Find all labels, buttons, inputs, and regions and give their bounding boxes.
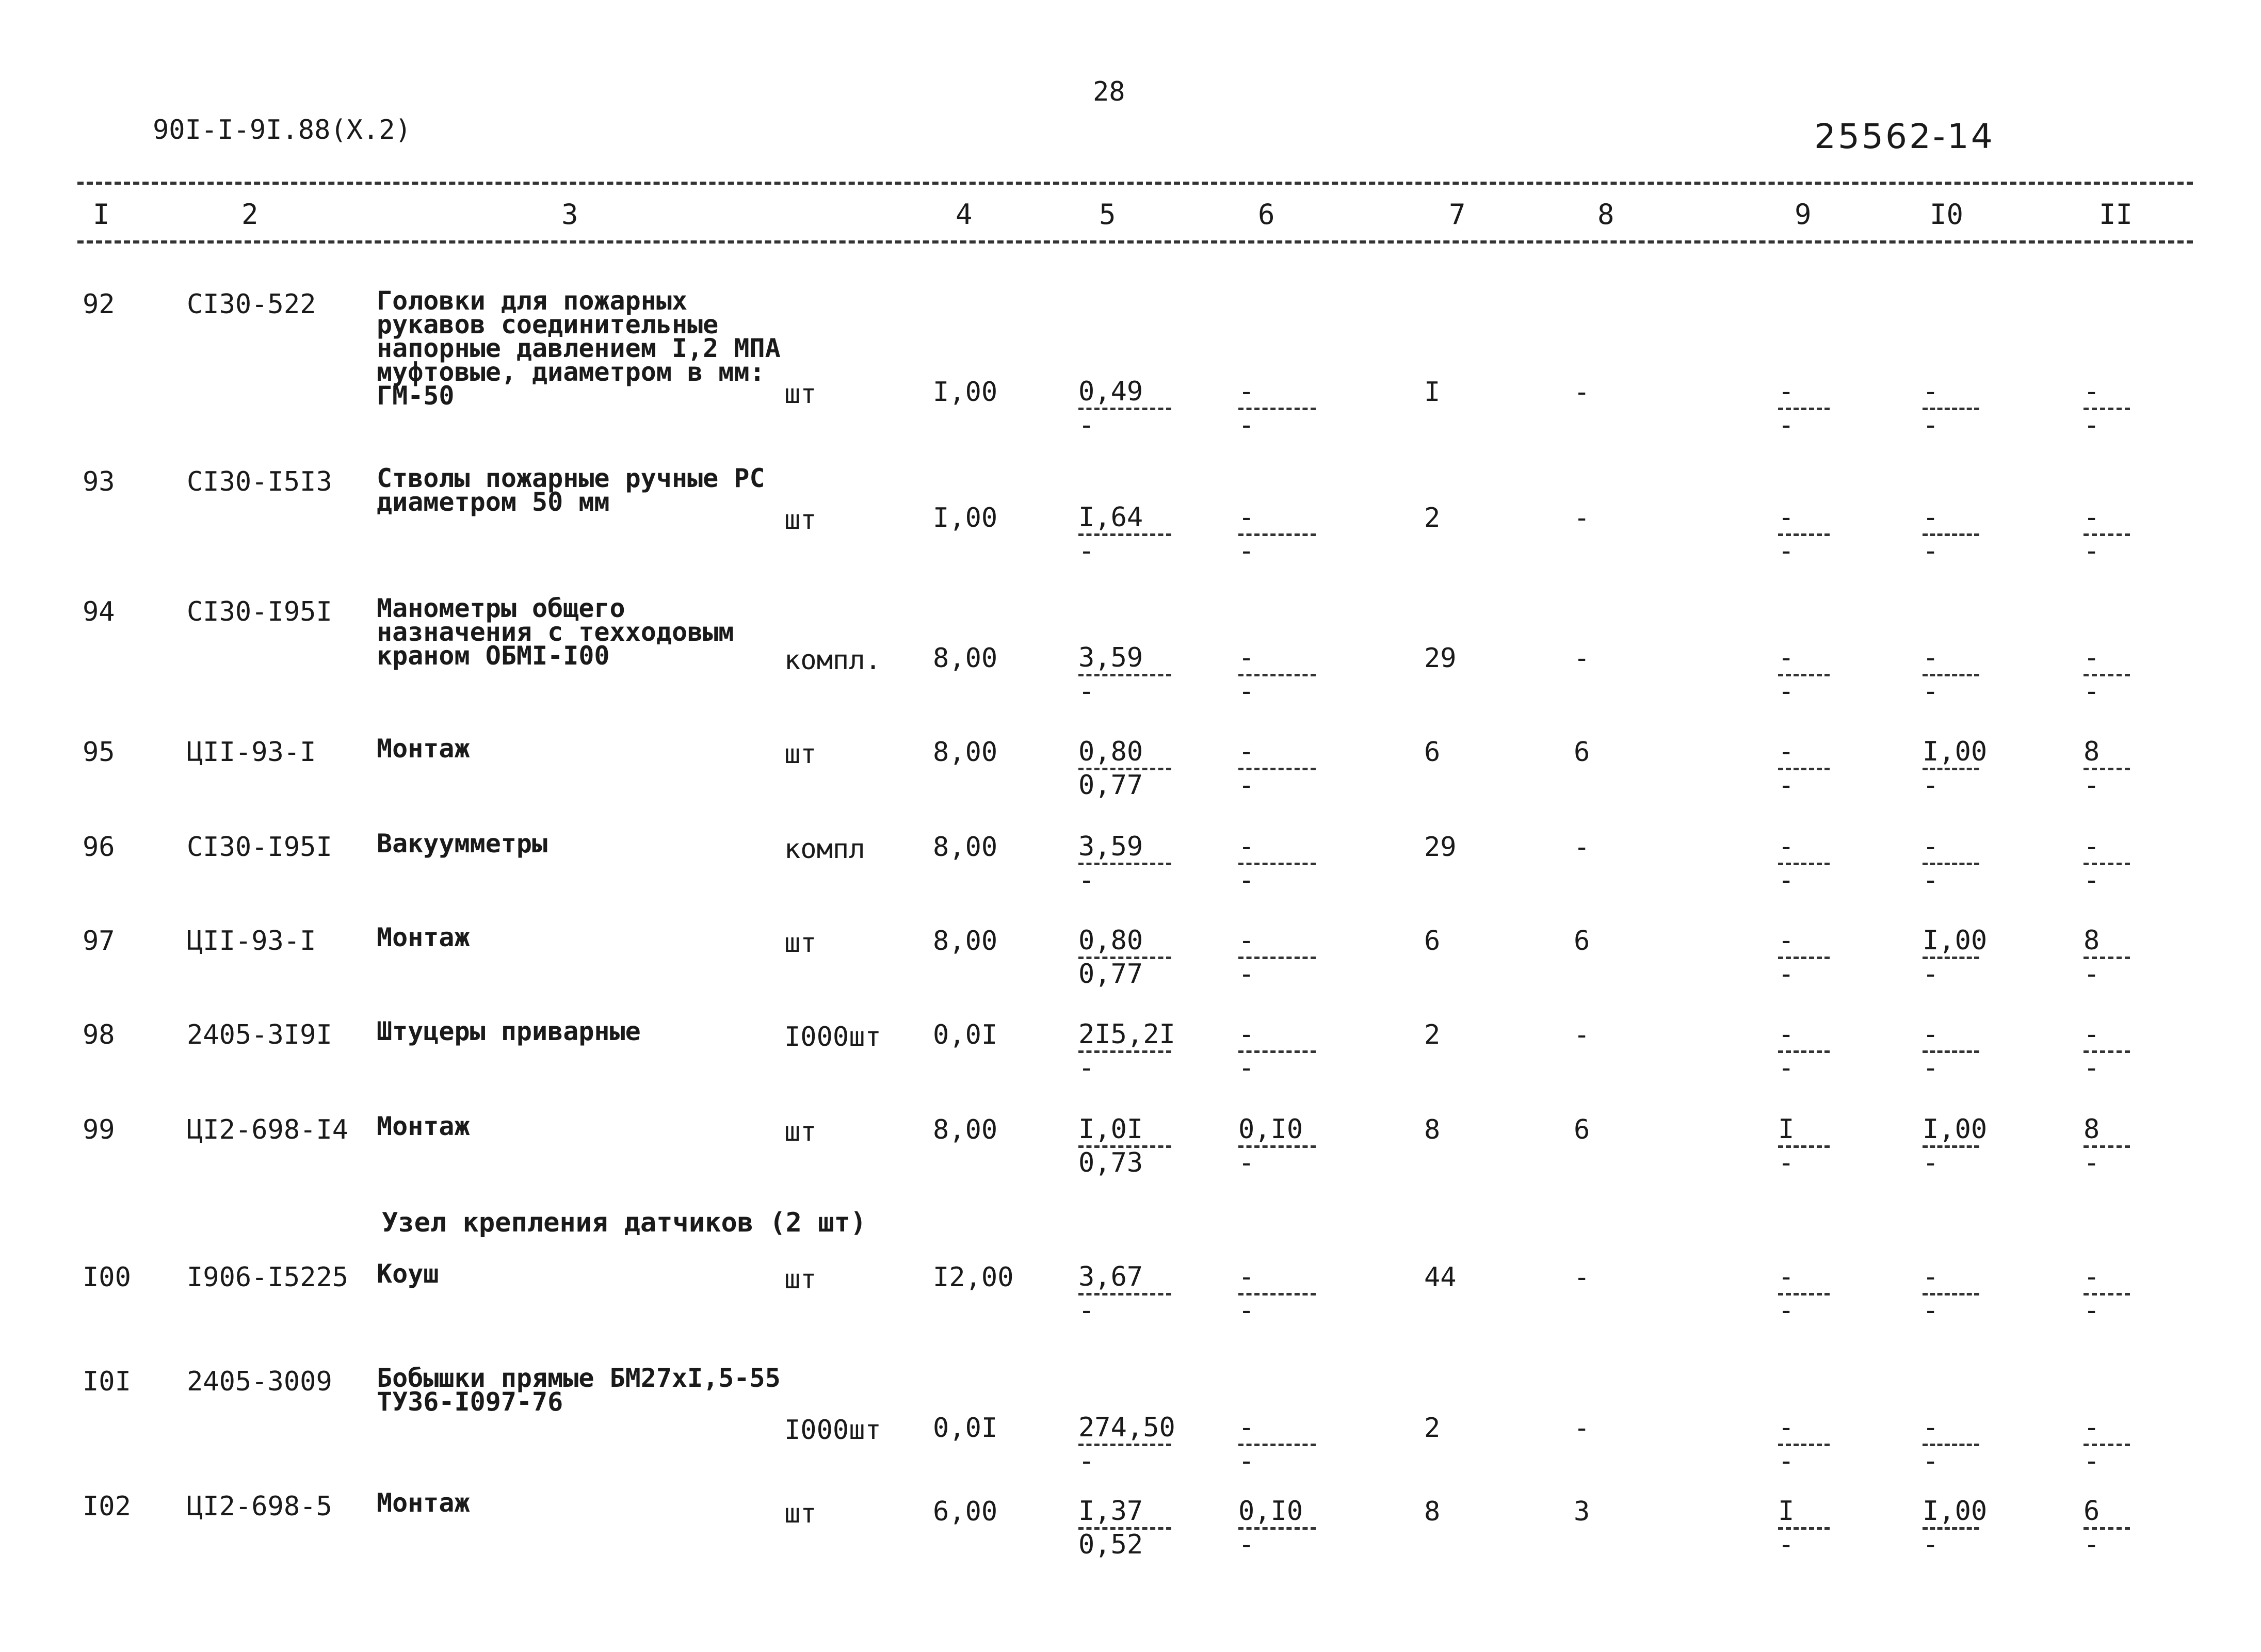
column-header: 6: [1258, 198, 1275, 231]
col5-value-bottom: -: [1078, 1295, 1095, 1326]
col6-value-bottom: -: [1238, 865, 1255, 896]
col10-value-bottom: -: [1923, 1529, 1939, 1560]
col9-value-bottom: -: [1778, 410, 1795, 441]
unit: шт: [784, 928, 817, 959]
row-number: 93: [83, 466, 115, 497]
col5-value: [1078, 1019, 1175, 1083]
item-name: Монтаж: [377, 1111, 470, 1141]
col7-value: 2: [1424, 503, 1441, 533]
col9-value-bottom: -: [1778, 1295, 1795, 1326]
col11-value: [2084, 737, 2130, 800]
item-name: Вакуумметры: [377, 829, 548, 859]
col6-value-bottom: -: [1238, 1529, 1255, 1560]
col11-value-top: -: [2084, 831, 2100, 862]
col10-value: [1923, 925, 1988, 990]
item-name: Бобышки прямые БМ27хI,5-55 ТУ36-I097-76: [377, 1363, 781, 1417]
col10-value-top: I,00: [1923, 1114, 1988, 1145]
col5-value: [1078, 1412, 1175, 1477]
resource-code: CI30-I95I: [187, 596, 332, 627]
col5-value-top: 0,49: [1078, 376, 1143, 407]
col10-value-top: I,00: [1923, 1496, 1988, 1527]
col6-value-top: 0,I0: [1238, 1114, 1303, 1145]
col10-value-bottom: -: [1923, 959, 1939, 990]
quantity: 8,00: [933, 643, 998, 674]
col5-value: [1078, 503, 1171, 566]
col11-value-bottom: -: [2084, 865, 2100, 896]
col9-value: [1778, 377, 1830, 440]
column-header: 4: [956, 198, 973, 231]
column-header: 2: [241, 198, 259, 231]
col10-value: [1923, 1019, 1979, 1083]
col7-value: 44: [1424, 1262, 1457, 1293]
unit: I000шт: [784, 1415, 881, 1446]
col7-value: 6: [1424, 926, 1441, 957]
row-number: I0I: [83, 1366, 131, 1397]
row-number: 92: [83, 289, 115, 320]
col5-value-bottom: 0,73: [1078, 1147, 1143, 1178]
item-name: Монтаж: [377, 1488, 470, 1518]
col11-value-bottom: -: [2084, 959, 2100, 990]
col11-value-top: -: [2084, 1019, 2100, 1050]
unit: компл.: [784, 645, 881, 676]
col5-value: [1078, 737, 1171, 800]
col11-value-bottom: -: [2084, 770, 2100, 801]
item-name: Головки для пожарных рукавов соединительные напорные давлением I,2 МПА муфтовые, диаметром в мм: ГМ-50: [377, 286, 781, 411]
col9-value-top: -: [1778, 1261, 1795, 1292]
col5-value: [1078, 832, 1171, 895]
col6-value: [1238, 1019, 1316, 1083]
quantity: 8,00: [933, 832, 998, 863]
col8-value: -: [1574, 643, 1590, 674]
col10-value-bottom: -: [1923, 1147, 1939, 1178]
col6-value: [1238, 377, 1316, 440]
col7-value: I: [1424, 377, 1441, 408]
col11-value: [2084, 643, 2130, 706]
row-number: I00: [83, 1262, 131, 1293]
col8-value: -: [1574, 832, 1590, 863]
column-header: 7: [1449, 198, 1466, 231]
col5-value-bottom: -: [1078, 536, 1095, 566]
col6-value-bottom: -: [1238, 959, 1255, 990]
col10-value: [1923, 832, 1979, 895]
col6-value-top: -: [1238, 642, 1255, 673]
col10-value-top: -: [1923, 1412, 1939, 1443]
resource-code: 2405-3009: [187, 1366, 332, 1397]
col9-value-bottom: -: [1778, 1052, 1795, 1083]
col11-value: [2084, 1262, 2130, 1325]
column-header: 9: [1795, 198, 1812, 231]
section-title: Узел крепления датчиков (2 шт): [382, 1207, 867, 1238]
col11-value-top: -: [2084, 642, 2100, 673]
col10-value-bottom: -: [1923, 865, 1939, 896]
col6-value-top: 0,I0: [1238, 1496, 1303, 1527]
col9-value-top: -: [1778, 925, 1795, 956]
col9-value: [1778, 1496, 1830, 1560]
col6-value-bottom: -: [1238, 1446, 1255, 1477]
col6-value-bottom: -: [1238, 770, 1255, 801]
col5-value-top: I,0I: [1078, 1114, 1143, 1145]
col10-value-bottom: -: [1923, 1446, 1939, 1477]
col6-value: [1238, 643, 1316, 706]
item-name: Коуш: [377, 1259, 439, 1289]
col6-value: [1238, 1413, 1316, 1476]
resource-code: CI30-522: [187, 289, 316, 320]
col9-value-bottom: -: [1778, 676, 1795, 707]
resource-code: ЦI2-698-5: [187, 1491, 332, 1522]
col6-value: [1238, 926, 1316, 989]
col5-value-top: I,64: [1078, 502, 1143, 533]
col5-value-top: 3,59: [1078, 642, 1143, 673]
quantity: I,00: [933, 503, 998, 533]
col10-value-top: -: [1923, 376, 1939, 407]
col9-value-bottom: -: [1778, 1147, 1795, 1178]
col6-value-top: -: [1238, 1261, 1255, 1292]
registration-number: 25562-14: [1814, 117, 1995, 156]
col9-value-top: -: [1778, 831, 1795, 862]
col5-value: [1078, 643, 1171, 706]
col9-value-top: I: [1778, 1114, 1795, 1145]
col9-value: [1778, 643, 1830, 706]
col6-value-top: -: [1238, 925, 1255, 956]
col9-value-top: -: [1778, 1412, 1795, 1443]
col9-value: [1778, 926, 1830, 989]
row-number: 95: [83, 737, 115, 768]
column-header: 8: [1597, 198, 1614, 231]
col9-value: [1778, 832, 1830, 895]
col11-value-top: 8: [2084, 925, 2100, 956]
col5-value-bottom: -: [1078, 865, 1095, 896]
unit: I000шт: [784, 1022, 881, 1052]
col8-value: 6: [1574, 737, 1590, 768]
col11-value-bottom: -: [2084, 410, 2100, 441]
column-header: 5: [1099, 198, 1116, 231]
col7-value: 8: [1424, 1496, 1441, 1527]
col10-value: [1923, 736, 1988, 801]
item-name: Штуцеры приварные: [377, 1016, 641, 1046]
col10-value: [1923, 377, 1979, 440]
quantity: 0,0I: [933, 1019, 998, 1050]
col5-value-bottom: -: [1078, 676, 1095, 707]
col6-value-top: -: [1238, 502, 1255, 533]
document-code: 90I-I-9I.88(X.2): [153, 115, 411, 145]
quantity: I,00: [933, 377, 998, 408]
col10-value-top: I,00: [1923, 925, 1988, 956]
col5-value-bottom: -: [1078, 1052, 1095, 1083]
unit: компл: [784, 834, 865, 865]
col7-value: 6: [1424, 737, 1441, 768]
col7-value: 2: [1424, 1019, 1441, 1050]
header-rule-top: [77, 182, 2193, 185]
item-name: Манометры общего назначения с техходовым краном ОБМI-I00: [377, 593, 734, 671]
col6-value: [1238, 737, 1316, 800]
col11-value: [2084, 1114, 2130, 1178]
col9-value: [1778, 737, 1830, 800]
col10-value-top: -: [1923, 642, 1939, 673]
col11-value-top: -: [2084, 376, 2100, 407]
col10-value-bottom: -: [1923, 1052, 1939, 1083]
col6-value: [1238, 1496, 1316, 1560]
col5-value-top: 0,80: [1078, 736, 1143, 767]
col9-value-bottom: -: [1778, 959, 1795, 990]
col5-value: [1078, 1496, 1171, 1560]
col7-value: 8: [1424, 1114, 1441, 1145]
col11-value: [2084, 377, 2130, 440]
col8-value: 6: [1574, 1114, 1590, 1145]
col5-value-top: 274,50: [1078, 1412, 1175, 1443]
col5-value-bottom: 0,77: [1078, 770, 1143, 801]
col11-value: [2084, 1413, 2130, 1476]
col5-value-top: 0,80: [1078, 925, 1143, 956]
col9-value: [1778, 1262, 1830, 1325]
col9-value-bottom: -: [1778, 865, 1795, 896]
col11-value-bottom: -: [2084, 1529, 2100, 1560]
col6-value: [1238, 832, 1316, 895]
resource-code: CI30-I5I3: [187, 466, 332, 497]
col6-value: [1238, 503, 1316, 566]
item-name: Монтаж: [377, 734, 470, 764]
col5-value-top: 3,59: [1078, 831, 1143, 862]
col5-value-bottom: 0,77: [1078, 959, 1143, 990]
quantity: 0,0I: [933, 1413, 998, 1444]
col11-value-top: 8: [2084, 1114, 2100, 1145]
col5-value: [1078, 926, 1171, 989]
resource-code: 2405-3I9I: [187, 1019, 332, 1050]
col11-value: [2084, 1019, 2130, 1083]
col11-value-bottom: -: [2084, 676, 2100, 707]
column-header: II: [2099, 198, 2133, 231]
col11-value-top: 6: [2084, 1496, 2100, 1527]
col6-value-bottom: -: [1238, 676, 1255, 707]
col9-value-bottom: -: [1778, 770, 1795, 801]
col9-value-top: I: [1778, 1496, 1795, 1527]
col11-value-top: -: [2084, 502, 2100, 533]
col6-value-bottom: -: [1238, 1052, 1255, 1083]
col8-value: 3: [1574, 1496, 1590, 1527]
resource-code: CI30-I95I: [187, 832, 332, 863]
col10-value-top: -: [1923, 1019, 1939, 1050]
col11-value-bottom: -: [2084, 1052, 2100, 1083]
col11-value-top: 8: [2084, 736, 2100, 767]
column-header: 3: [561, 198, 578, 231]
col6-value-top: -: [1238, 1019, 1255, 1050]
col5-value-top: 2I5,2I: [1078, 1019, 1175, 1050]
col9-value-top: -: [1778, 642, 1795, 673]
col5-value-bottom: 0,52: [1078, 1529, 1143, 1560]
col6-value-bottom: -: [1238, 1295, 1255, 1326]
col9-value-bottom: -: [1778, 1529, 1795, 1560]
col5-value-top: I,37: [1078, 1496, 1143, 1527]
page-number: 28: [1093, 76, 1125, 107]
col9-value-top: -: [1778, 736, 1795, 767]
col9-value: [1778, 503, 1830, 566]
col6-value-bottom: -: [1238, 410, 1255, 441]
col7-value: 29: [1424, 643, 1457, 674]
unit: шт: [784, 379, 817, 410]
row-number: 97: [83, 926, 115, 957]
col10-value-top: -: [1923, 1261, 1939, 1292]
col6-value-bottom: -: [1238, 536, 1255, 566]
col10-value: [1923, 1413, 1979, 1476]
col9-value-bottom: -: [1778, 536, 1795, 566]
header-rule-bottom: [77, 240, 2193, 244]
unit: шт: [784, 1116, 817, 1147]
col10-value: [1923, 643, 1979, 706]
col9-value-top: -: [1778, 1019, 1795, 1050]
col6-value-top: -: [1238, 1412, 1255, 1443]
col10-value: [1923, 1262, 1979, 1325]
col8-value: -: [1574, 1019, 1590, 1050]
col8-value: -: [1574, 503, 1590, 533]
unit: шт: [784, 505, 817, 536]
resource-code: ЦI2-698-I4: [187, 1114, 349, 1145]
col11-value: [2084, 926, 2130, 989]
col10-value-bottom: -: [1923, 1295, 1939, 1326]
column-header: I: [93, 198, 110, 231]
col8-value: -: [1574, 1413, 1590, 1444]
col5-value-bottom: -: [1078, 410, 1095, 441]
row-number: 99: [83, 1114, 115, 1145]
col10-value: [1923, 1496, 1988, 1560]
quantity: 6,00: [933, 1496, 998, 1527]
quantity: 8,00: [933, 1114, 998, 1145]
col5-value-top: 3,67: [1078, 1261, 1143, 1292]
col6-value-top: -: [1238, 831, 1255, 862]
resource-code: I906-I5225: [187, 1262, 349, 1293]
col7-value: 2: [1424, 1413, 1441, 1444]
col6-value-bottom: -: [1238, 1147, 1255, 1178]
col8-value: 6: [1574, 926, 1590, 957]
col10-value-bottom: -: [1923, 770, 1939, 801]
quantity: 8,00: [933, 926, 998, 957]
col10-value-top: -: [1923, 502, 1939, 533]
row-number: 94: [83, 596, 115, 627]
col11-value: [2084, 832, 2130, 895]
row-number: I02: [83, 1491, 131, 1522]
col10-value-bottom: -: [1923, 410, 1939, 441]
col11-value-top: -: [2084, 1261, 2100, 1292]
col7-value: 29: [1424, 832, 1457, 863]
item-name: Стволы пожарные ручные РС диаметром 50 мм: [377, 463, 765, 517]
column-header: I0: [1930, 198, 1964, 231]
col10-value: [1923, 503, 1979, 566]
col5-value-bottom: -: [1078, 1446, 1095, 1477]
col6-value: [1238, 1262, 1316, 1325]
col11-value-bottom: -: [2084, 1147, 2100, 1178]
col6-value-top: -: [1238, 376, 1255, 407]
col10-value-bottom: -: [1923, 676, 1939, 707]
col11-value: [2084, 503, 2130, 566]
unit: шт: [784, 1264, 817, 1295]
col5-value: [1078, 1262, 1171, 1325]
col10-value-top: -: [1923, 831, 1939, 862]
col6-value-top: -: [1238, 736, 1255, 767]
resource-code: ЦII-93-I: [187, 737, 316, 768]
col9-value: [1778, 1019, 1830, 1083]
col9-value-top: -: [1778, 502, 1795, 533]
col9-value: [1778, 1114, 1830, 1178]
col9-value-top: -: [1778, 376, 1795, 407]
col9-value-bottom: -: [1778, 1446, 1795, 1477]
quantity: I2,00: [933, 1262, 1014, 1293]
unit: шт: [784, 739, 817, 770]
col11-value-top: -: [2084, 1412, 2100, 1443]
col5-value: [1078, 377, 1171, 440]
col8-value: -: [1574, 1262, 1590, 1293]
col9-value: [1778, 1413, 1830, 1476]
col10-value-bottom: -: [1923, 536, 1939, 566]
resource-code: ЦII-93-I: [187, 926, 316, 957]
col10-value: [1923, 1114, 1988, 1178]
col11-value-bottom: -: [2084, 1446, 2100, 1477]
col6-value: [1238, 1114, 1316, 1178]
item-name: Монтаж: [377, 922, 470, 952]
row-number: 96: [83, 832, 115, 863]
quantity: 8,00: [933, 737, 998, 768]
col11-value-bottom: -: [2084, 1295, 2100, 1326]
col8-value: -: [1574, 377, 1590, 408]
col11-value-bottom: -: [2084, 536, 2100, 566]
col5-value: [1078, 1114, 1171, 1178]
unit: шт: [784, 1498, 817, 1529]
col10-value-top: I,00: [1923, 736, 1988, 767]
row-number: 98: [83, 1019, 115, 1050]
col11-value: [2084, 1496, 2130, 1560]
